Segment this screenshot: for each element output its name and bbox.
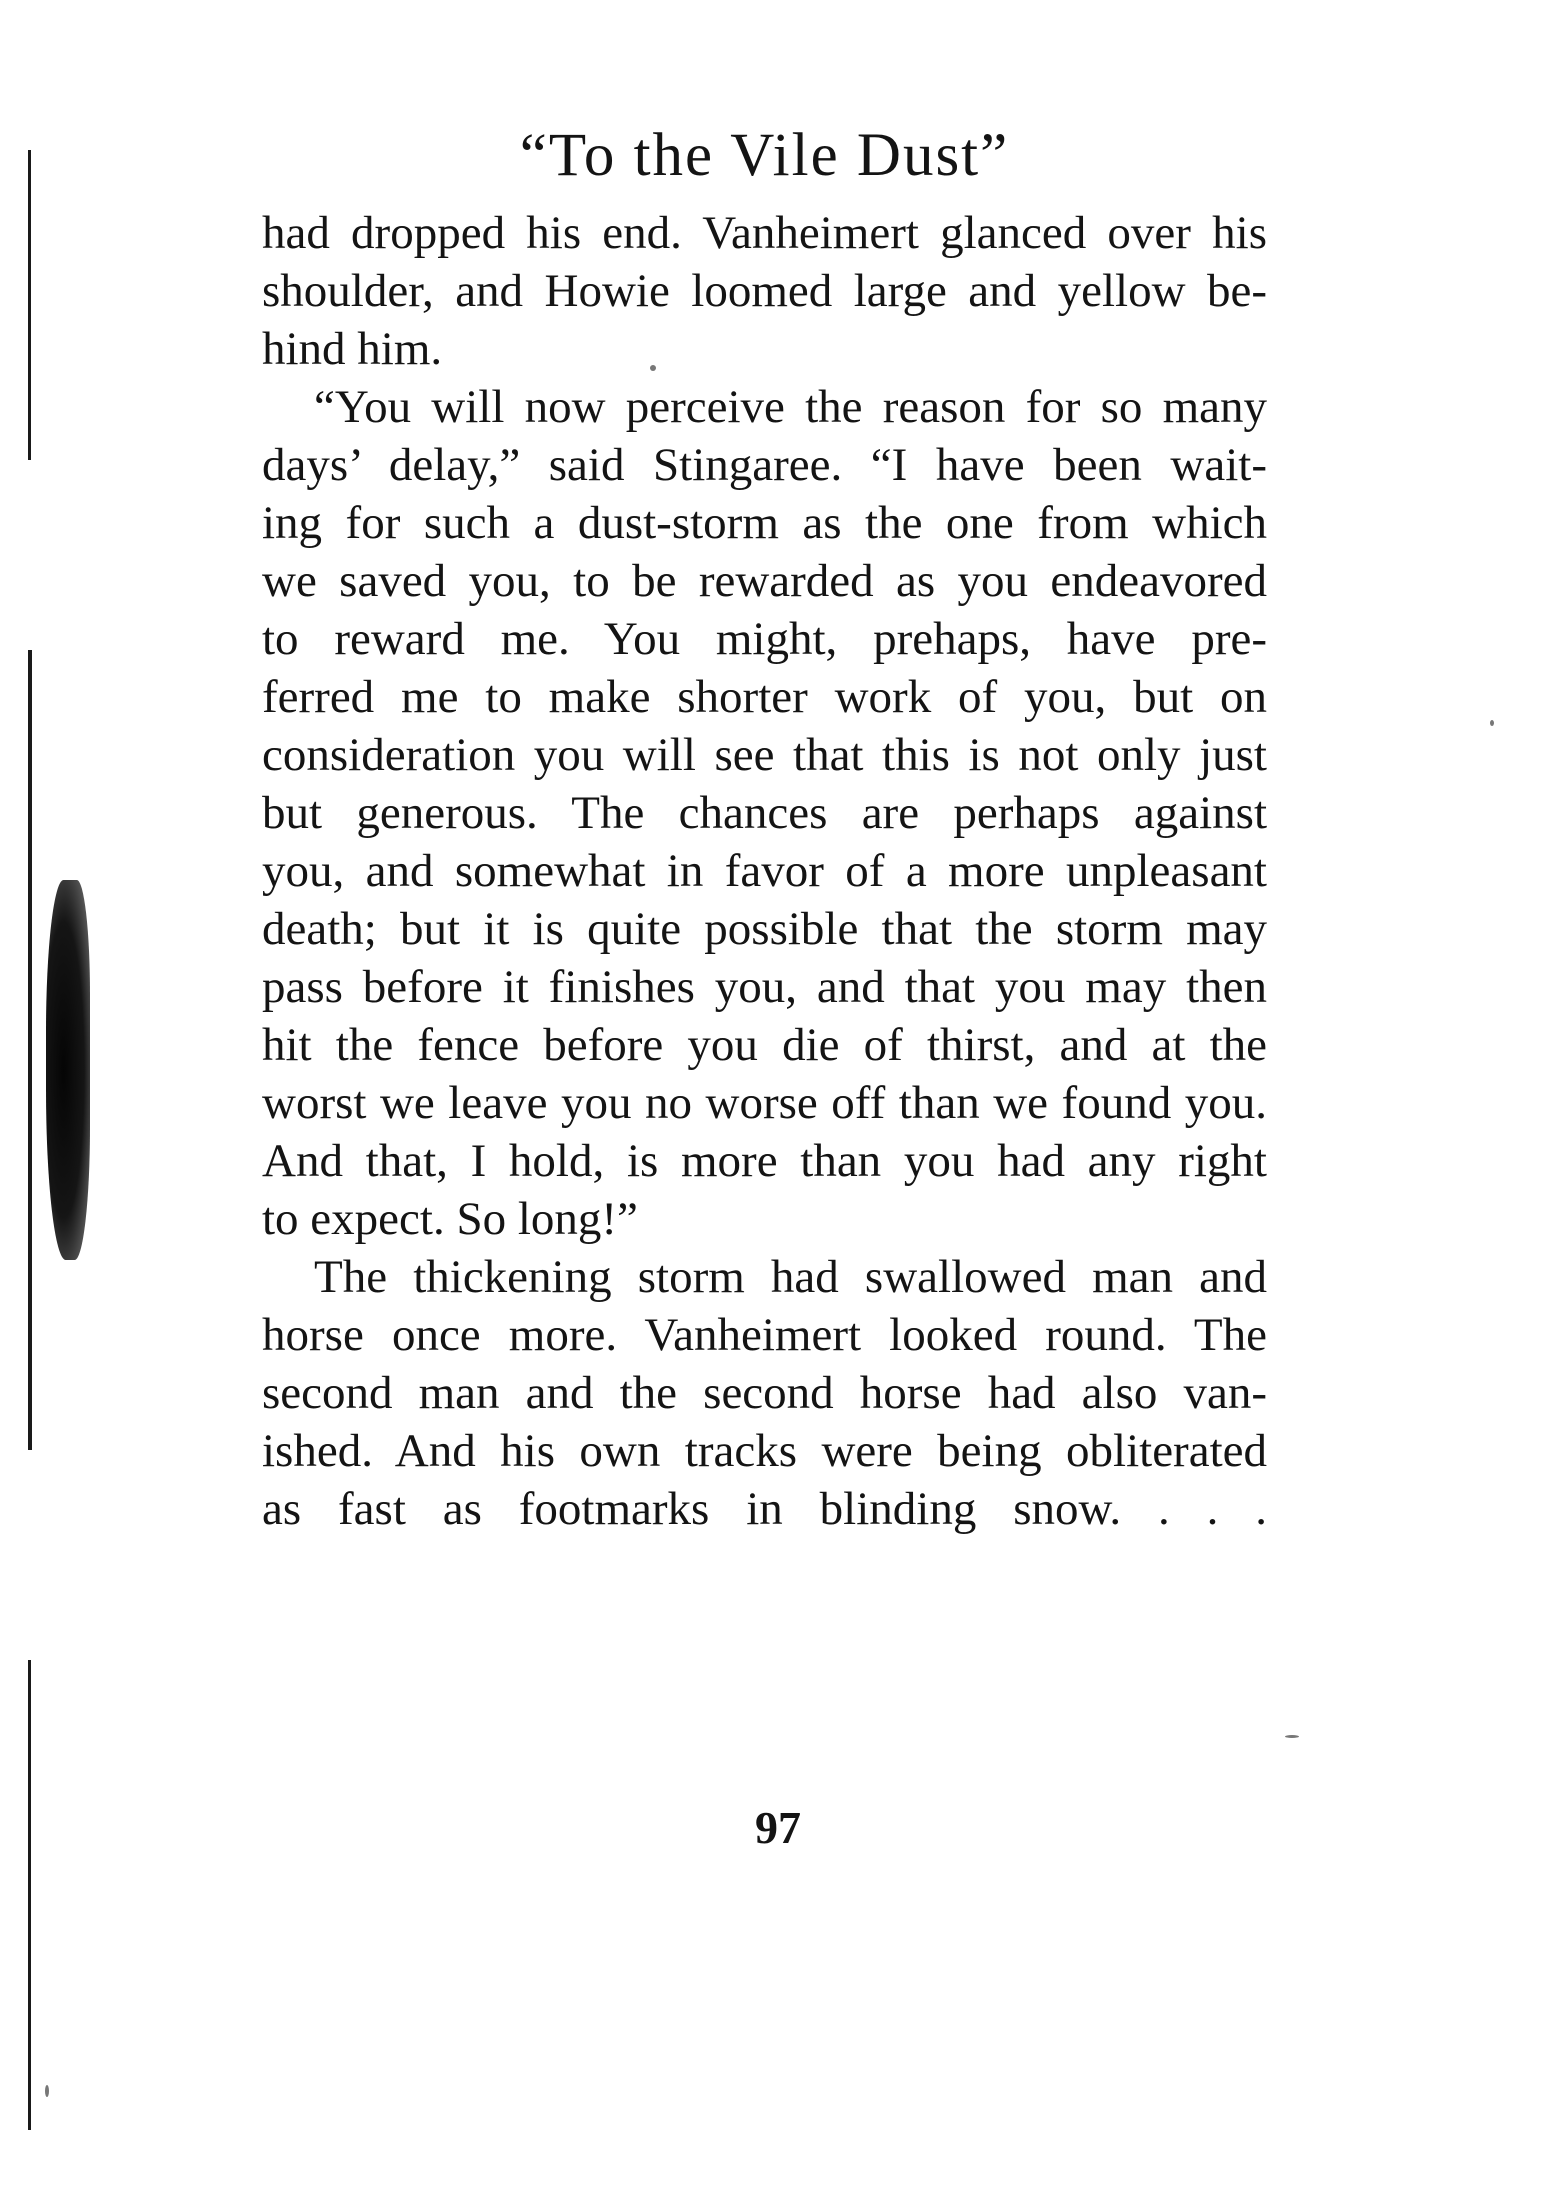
paragraph [262,378,1267,1248]
scan-blot [46,880,90,1260]
text-line: as fast as footmarks in blinding snow. . . . [262,1483,1267,1535]
book-page [262,120,1267,1538]
text-line: ished. And his own tracks were being obliterated [262,1425,1267,1477]
text-line: pass before it finishes you, and that you may then [262,961,1267,1013]
text-line: to reward me. You might, prehaps, have pre- [262,613,1267,665]
text-line: days’ delay,” said Stingaree. “I have been wait- [262,439,1267,491]
text-line: worst we leave you no worse off than we found you. [262,1077,1267,1129]
text-line: we saved you, to be rewarded as you endeavored [262,555,1267,607]
text-line: to expect. So long!” [262,1193,638,1245]
text-line: hit the fence before you die of thirst, and at the [262,1019,1267,1071]
text-line: shoulder, and Howie loomed large and yellow be- [262,265,1267,317]
paragraph [262,204,1267,378]
text-line: hind him. [262,323,443,375]
text-line: second man and the second horse had also van- [262,1367,1267,1419]
page-number: 97 [755,1802,801,1853]
text-line: death; but it is quite possible that the storm may [262,903,1267,955]
text-line: but generous. The chances are perhaps against [262,787,1267,839]
text-line: And that, I hold, is more than you had any right [262,1135,1267,1187]
text-line: consideration you will see that this is not only just [262,729,1267,781]
text-line: The thickening storm had swallowed man and [314,1251,1267,1303]
scan-speck [45,2085,49,2097]
running-head: “To the Vile Dust” [519,122,1010,189]
scan-edge-mark [28,1660,31,2130]
text-line: ing for such a dust-storm as the one from which [262,497,1267,549]
scan-speck [1490,720,1494,726]
scan-speck [1285,1735,1299,1738]
paragraph [262,1248,1267,1538]
scan-edge-mark [28,150,31,460]
scan-edge-mark [28,650,32,1450]
text-line: ferred me to make shorter work of you, but on [262,671,1267,723]
text-line: horse once more. Vanheimert looked round. The [262,1309,1267,1361]
text-line: had dropped his end. Vanheimert glanced over his [262,207,1267,259]
text-line: you, and somewhat in favor of a more unpleasant [262,845,1267,897]
text-line: “You will now perceive the reason for so many [314,381,1267,433]
